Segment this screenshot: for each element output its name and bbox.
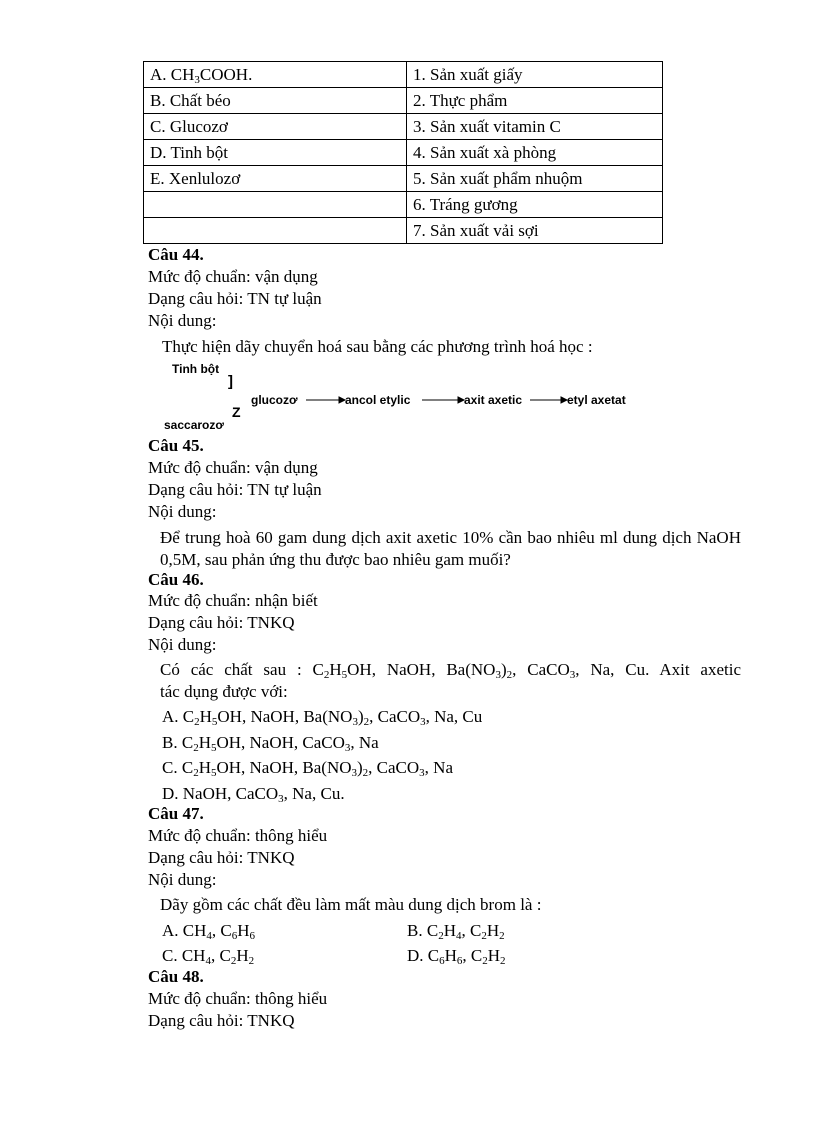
question-46-title: Câu 46. xyxy=(148,570,204,589)
question-45-text: Để trung hoà 60 gam dung dịch axit axetic 10% cần bao nhiêu ml dung dịch NaOH 0,5M, sau phản ứng thu được bao nhiêu gam muối? xyxy=(160,528,741,569)
table-row xyxy=(144,114,663,140)
table-row xyxy=(144,166,663,192)
question-45-level: Mức độ chuẩn: vận dụng xyxy=(148,458,318,477)
question-47-option-c: C. $CH_4$, $C_2H_2$ xyxy=(162,946,255,967)
table-cell-substance xyxy=(144,218,407,244)
question-47-option-a: A. $CH_4$, $C_6H_6$ xyxy=(162,921,256,942)
question-44-type: Dạng câu hỏi: TN tự luận xyxy=(148,289,322,308)
question-47-title: Câu 47. xyxy=(148,804,204,823)
question-44-content-label: Nội dung: xyxy=(148,311,217,330)
table-row xyxy=(144,140,663,166)
table-row xyxy=(144,88,663,114)
question-46-option-c: C. $C_2H_5OH$, NaOH, $Ba(NO_3)_2$, CaCO$_3$, Na xyxy=(162,758,453,779)
scheme-tinh-bot: Tinh bột xyxy=(172,362,220,376)
table-cell-application: 1. Sản xuất giấy xyxy=(407,62,663,88)
table-cell-substance: C. Glucozơ xyxy=(144,114,407,140)
question-46-option-a: A. $C_2H_5OH$, NaOH, $Ba(NO_3)_2$, CaCO$_3$, Na, Cu xyxy=(162,707,483,728)
scheme-ancol: ancol etylic xyxy=(345,393,411,407)
table-cell-substance xyxy=(144,192,407,218)
table-cell-application: 7. Sản xuất vải sợi xyxy=(407,218,663,244)
question-46-content-label: Nội dung: xyxy=(148,635,217,654)
table-cell-application: 3. Sản xuất vitamin C xyxy=(407,114,663,140)
table-row xyxy=(144,62,663,88)
question-45-content-label: Nội dung: xyxy=(148,502,217,521)
question-47-content-label: Nội dung: xyxy=(148,870,217,889)
table-cell-substance: E. Xenlulozơ xyxy=(144,166,407,192)
question-46-option-b: B. $C_2H_5OH$, NaOH, CaCO$_3$, Na xyxy=(162,733,379,754)
matching-table xyxy=(143,61,663,244)
question-47-option-d: D. $C_6H_6$, $C_2H_2$ xyxy=(407,946,506,967)
table-row xyxy=(144,218,663,244)
table-cell-application: 5. Sản xuất phẩm nhuộm xyxy=(407,166,663,192)
table-row xyxy=(144,192,663,218)
question-45-title: Câu 45. xyxy=(148,436,204,455)
question-45-type: Dạng câu hỏi: TN tự luận xyxy=(148,480,322,499)
question-46-text-line2: tác dụng được với: xyxy=(160,682,288,701)
scheme-saccarozo: saccarozơ xyxy=(164,418,224,432)
question-46-text-line1: Có các chất sau : $C_2H_5OH$, NaOH, $Ba(NO_3)_2$, CaCO$_3$, Na, Cu. Axit axetic xyxy=(160,660,742,681)
question-46-type: Dạng câu hỏi: TNKQ xyxy=(148,613,295,632)
table-cell-substance: D. Tinh bột xyxy=(144,140,407,166)
scheme-axit: axit axetic xyxy=(464,393,523,407)
table-cell-application: 2. Thực phẩm xyxy=(407,88,663,114)
conversion-scheme xyxy=(164,362,654,434)
table-cell-substance: B. Chất béo xyxy=(144,88,407,114)
question-48-title: Câu 48. xyxy=(148,967,204,986)
question-46-level: Mức độ chuẩn: nhận biết xyxy=(148,591,318,610)
question-47-level: Mức độ chuẩn: thông hiểu xyxy=(148,826,328,845)
question-44-title: Câu 44. xyxy=(148,245,204,264)
question-44-level: Mức độ chuẩn: vận dụng xyxy=(148,267,318,286)
question-48-type: Dạng câu hỏi: TNKQ xyxy=(148,1011,295,1030)
scheme-glucozo: glucozơ xyxy=(251,393,298,407)
scheme-bracket: ] xyxy=(228,373,233,390)
question-47-type: Dạng câu hỏi: TNKQ xyxy=(148,848,295,867)
table-cell-application: 6. Tráng gương xyxy=(407,192,663,218)
question-46-option-d: D. NaOH, CaCO$_3$, Na, Cu. xyxy=(162,784,345,805)
question-47-option-b: B. $C_2H_4$, $C_2H_2$ xyxy=(407,921,505,942)
question-47-text: Dãy gồm các chất đều làm mất màu dung dịch brom là : xyxy=(160,895,542,914)
scheme-etyl: etyl axetat xyxy=(567,393,626,407)
question-44-text: Thực hiện dãy chuyển hoá sau bằng các phương trình hoá học : xyxy=(162,337,593,356)
scheme-z: Z xyxy=(232,404,241,420)
question-48-level: Mức độ chuẩn: thông hiểu xyxy=(148,989,328,1008)
table-cell-application: 4. Sản xuất xà phòng xyxy=(407,140,663,166)
table-cell-substance: A. $CH_3COOH$. xyxy=(144,62,407,88)
